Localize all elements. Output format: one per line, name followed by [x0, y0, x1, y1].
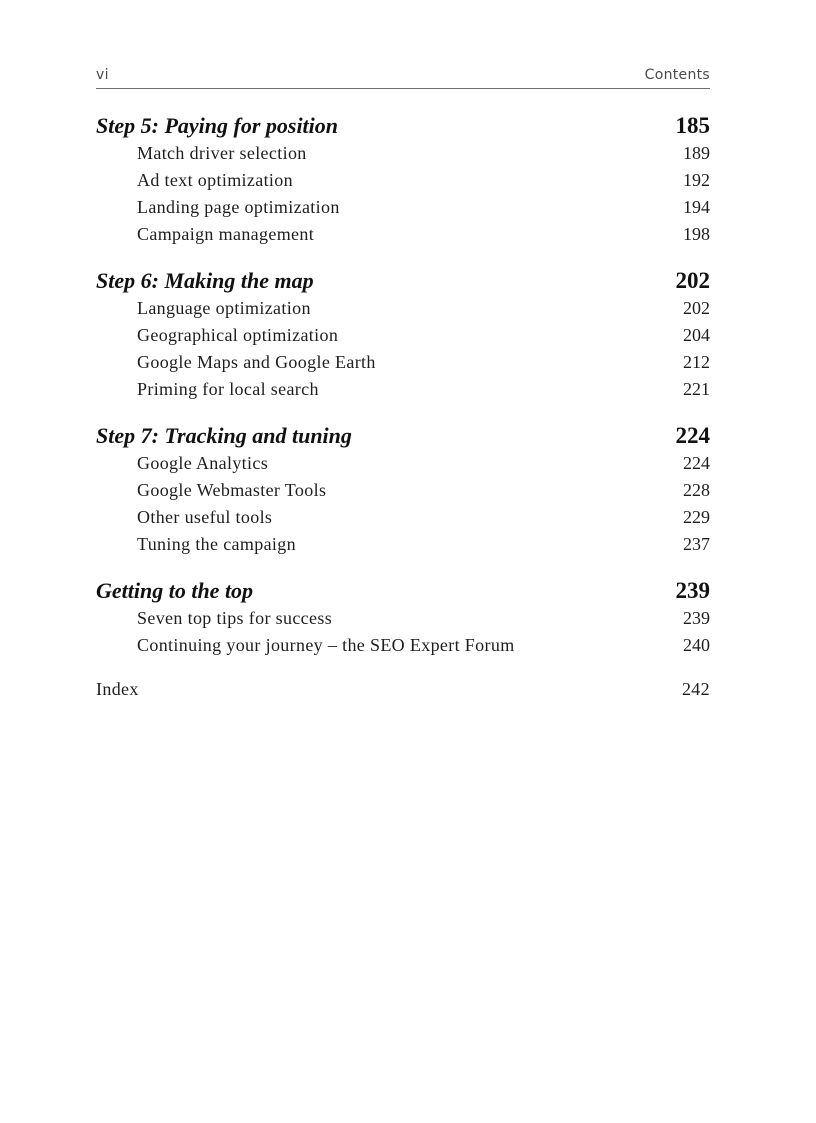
- entry-title: Priming for local search: [137, 379, 319, 399]
- index-page-number: 242: [681, 679, 710, 699]
- entry-page-number: 194: [683, 197, 710, 217]
- toc-entry: [96, 534, 710, 561]
- entry-page-number: 221: [683, 379, 710, 399]
- entry-title: Language optimization: [137, 298, 311, 318]
- table-of-contents: [96, 113, 710, 706]
- entry-page-number: 240: [683, 635, 710, 655]
- chapter-title: Step 7: Tracking and tuning: [96, 423, 352, 448]
- chapter-title: Getting to the top: [96, 578, 254, 603]
- toc-entry: [96, 170, 710, 197]
- toc-entry: [96, 635, 710, 662]
- entry-title: Seven top tips for success: [137, 608, 333, 628]
- entry-page-number: 239: [683, 608, 710, 628]
- section-list: [96, 453, 710, 561]
- toc-entry: [96, 197, 710, 224]
- entry-title: Campaign management: [137, 224, 315, 244]
- entry-page-number: 229: [683, 507, 710, 527]
- entry-title: Geographical optimization: [137, 325, 339, 345]
- chapter-page-number: 202: [675, 268, 710, 293]
- chapter-title: Step 5: Paying for position: [96, 113, 339, 138]
- chapter-heading: [96, 113, 710, 143]
- chapter-heading: [96, 268, 710, 298]
- chapter-page-number: 224: [675, 423, 710, 448]
- index-title: Index: [96, 679, 139, 699]
- toc-entry: [96, 224, 710, 251]
- chapter-step-6: [96, 268, 710, 406]
- toc-entry: [96, 352, 710, 379]
- toc-entry: [96, 480, 710, 507]
- toc-entry: [96, 298, 710, 325]
- entry-page-number: 212: [683, 352, 710, 372]
- chapter-step-5: [96, 113, 710, 251]
- entry-page-number: 202: [683, 298, 710, 318]
- toc-entry: [96, 143, 710, 170]
- entry-title: Google Maps and Google Earth: [137, 352, 376, 372]
- entry-title: Tuning the campaign: [137, 534, 296, 554]
- chapter-page-number: 185: [675, 113, 710, 138]
- chapter-getting-to-the-top: [96, 578, 710, 662]
- section-list: [96, 298, 710, 406]
- entry-page-number: 224: [683, 453, 710, 473]
- section-list: [96, 143, 710, 251]
- chapter-heading: [96, 578, 710, 608]
- entry-title: Google Analytics: [137, 453, 269, 473]
- entry-page-number: 204: [683, 325, 710, 345]
- toc-entry: [96, 379, 710, 406]
- chapter-page-number: 239: [675, 578, 710, 603]
- entry-page-number: 189: [683, 143, 710, 163]
- index-entry: [96, 679, 710, 706]
- toc-entry: [96, 453, 710, 480]
- entry-page-number: 198: [683, 224, 710, 244]
- section-list: [96, 608, 710, 662]
- entry-title: Landing page optimization: [137, 197, 340, 217]
- book-page: [96, 0, 710, 1123]
- toc-entry: [96, 608, 710, 635]
- toc-entry: [96, 507, 710, 534]
- entry-title: Google Webmaster Tools: [137, 480, 327, 500]
- entry-title: Continuing your journey – the SEO Expert Forum: [137, 635, 515, 655]
- entry-page-number: 228: [683, 480, 710, 500]
- chapter-heading: [96, 423, 710, 453]
- entry-title: Other useful tools: [137, 507, 273, 527]
- entry-page-number: 192: [683, 170, 710, 190]
- chapter-step-7: [96, 423, 710, 561]
- running-header-title: Contents: [644, 67, 710, 83]
- toc-entry: [96, 325, 710, 352]
- page-folio: vi: [96, 67, 109, 83]
- entry-page-number: 237: [683, 534, 710, 554]
- running-header: [96, 66, 710, 89]
- entry-title: Match driver selection: [137, 143, 307, 163]
- chapter-title: Step 6: Making the map: [96, 268, 314, 293]
- entry-title: Ad text optimization: [137, 170, 293, 190]
